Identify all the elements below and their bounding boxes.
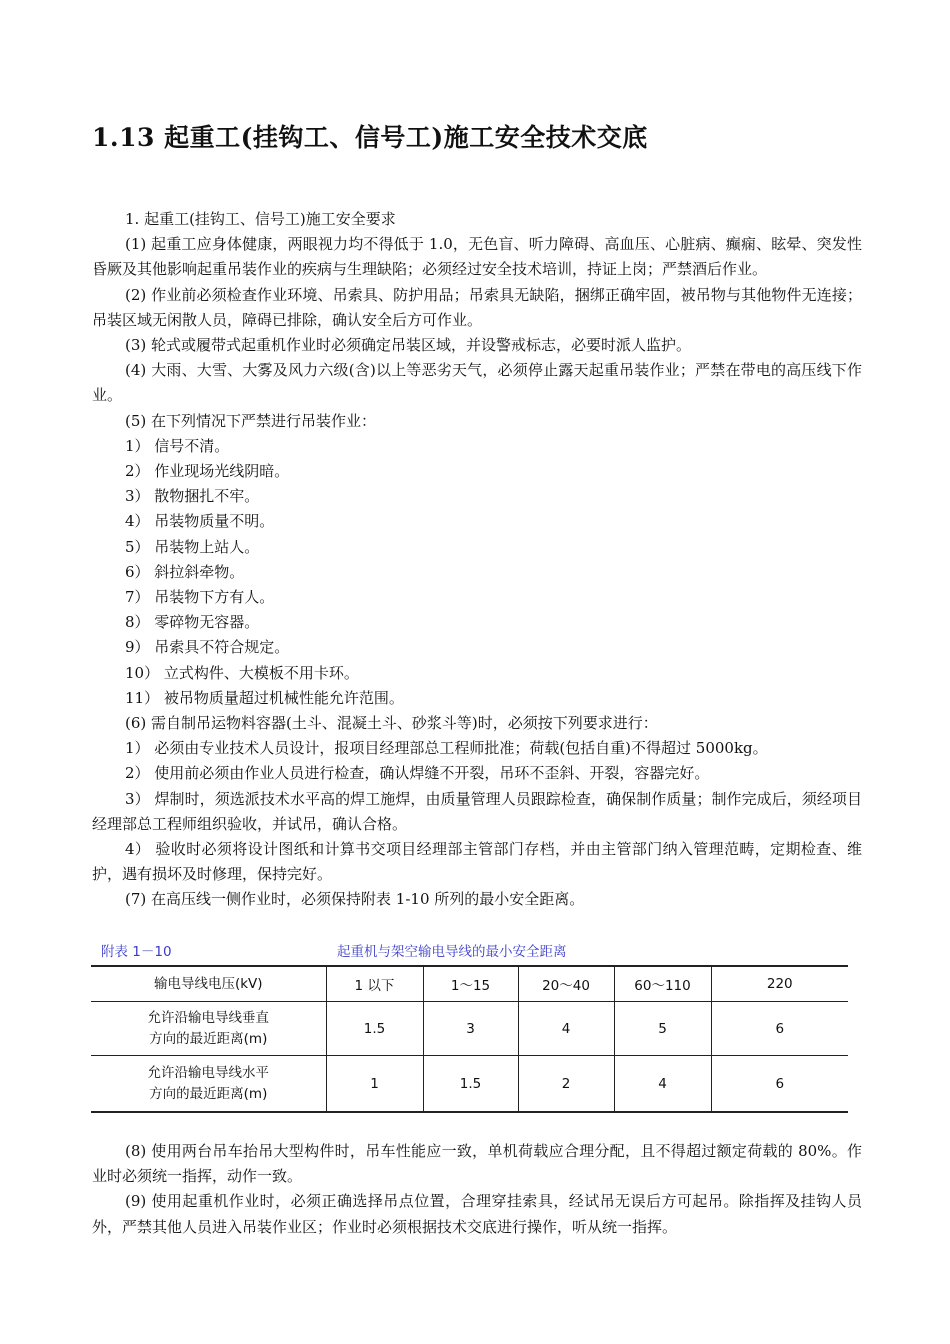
table-cell: 1.5 <box>326 1002 423 1056</box>
table-header-cell: 1～15 <box>423 966 518 1002</box>
table-cell: 1 <box>326 1056 423 1113</box>
list-item: 1） 信号不清。 <box>125 436 230 455</box>
table-header-cell: 20～40 <box>518 966 614 1002</box>
row-label-line: 允许沿输电导线水平 <box>147 1064 269 1081</box>
table-header-cell: 1 以下 <box>326 966 423 1002</box>
table-cell: 4 <box>614 1056 711 1113</box>
table-cell: 6 <box>711 1002 848 1056</box>
page-title: 1.13 起重工(挂钩工、信号工)施工安全技术交底 <box>92 123 648 152</box>
list-item: 9） 吊索具不符合规定。 <box>125 638 290 657</box>
table-title: 起重机与架空输电导线的最小安全距离 <box>337 944 567 960</box>
table-cell: 1.5 <box>423 1056 518 1113</box>
section-heading: 1. 起重工(挂钩工、信号工)施工安全要求 <box>125 210 396 228</box>
row-label <box>91 1002 326 1056</box>
table-cell: 6 <box>711 1056 848 1113</box>
list-item: 7） 吊装物下方有人。 <box>125 588 275 607</box>
list-item: 3） 焊制时，须选派技术水平高的焊工施焊，由质量管理人员跟踪检查，确保制作质量；制作完成后，须经项目经理部总工程师组织验收，并试吊，确认合格。 <box>92 789 862 833</box>
table-header-cell: 输电导线电压(kV) <box>91 966 326 1002</box>
list-item: 3） 散物捆扎不牢。 <box>125 487 260 506</box>
table-header-row <box>91 966 848 1002</box>
table-cell: 3 <box>423 1002 518 1056</box>
table-cell: 2 <box>518 1056 614 1113</box>
list-item: 1） 必须由专业技术人员设计，报项目经理部总工程师批准；荷载(包括自重)不得超过 5000kg。 <box>125 739 768 758</box>
table-caption <box>101 940 861 960</box>
table-row <box>91 1002 848 1056</box>
paragraph-6: (6) 需自制吊运物料容器(土斗、混凝土斗、砂浆斗等)时，必须按下列要求进行： <box>125 714 658 733</box>
safety-distance-table <box>91 965 848 1113</box>
row-label <box>91 1056 326 1113</box>
paragraph-4: (4) 大雨、大雪、大雾及风力六级(含)以上等恶劣天气，必须停止露天起重吊装作业；严禁在带电的高压线下作业。 <box>92 361 862 405</box>
list-item: 5） 吊装物上站人。 <box>125 537 260 556</box>
list-item: 4） 验收时必须将设计图纸和计算书交项目经理部主管部门存档，并由主管部门纳入管理范畴，定期检查、维护，遇有损坏及时修理，保持完好。 <box>92 840 862 884</box>
table-row <box>91 1056 848 1113</box>
list-item: 4） 吊装物质量不明。 <box>125 512 275 531</box>
table-number: 附表 1－10 <box>101 944 172 960</box>
closing-body <box>92 1139 862 1240</box>
paragraph-3: (3) 轮式或履带式起重机作业时必须确定吊装区域，并设警戒标志，必要时派人监护。 <box>125 336 692 355</box>
paragraph-1: (1) 起重工应身体健康，两眼视力均不得低于 1.0，无色盲、听力障碍、高血压、心脏病、癫痫、眩晕、突发性昏厥及其他影响起重吊装作业的疾病与生理缺陷；必须经过安全技术培训，持证上岗；严禁酒后作业。 <box>92 235 862 279</box>
table-cell: 4 <box>518 1002 614 1056</box>
row-label-line: 方向的最近距离(m) <box>149 1030 268 1047</box>
paragraph-7: (7) 在高压线一侧作业时，必须保持附表 1-10 所列的最小安全距离。 <box>125 890 585 909</box>
table-header-cell: 220 <box>711 966 848 1002</box>
row-label-line: 方向的最近距离(m) <box>149 1085 268 1102</box>
paragraph-5: (5) 在下列情况下严禁进行吊装作业： <box>125 411 377 430</box>
table-header-cell: 60～110 <box>614 966 711 1002</box>
list-item: 2） 使用前必须由作业人员进行检查，确认焊缝不开裂，吊环不歪斜、开裂，容器完好。 <box>125 764 710 783</box>
main-body <box>92 207 862 913</box>
paragraph-2: (2) 作业前必须检查作业环境、吊索具、防护用品；吊索具无缺陷，捆绑正确牢固，被吊物与其他物件无连接；吊装区域无闲散人员，障碍已排除，确认安全后方可作业。 <box>92 285 862 329</box>
list-item: 11） 被吊物质量超过机械性能允许范围。 <box>125 688 404 707</box>
list-item: 2） 作业现场光线阴暗。 <box>125 462 290 481</box>
list-item: 8） 零碎物无容器。 <box>125 613 260 632</box>
row-label-line: 允许沿输电导线垂直 <box>147 1009 269 1026</box>
list-item: 6） 斜拉斜牵物。 <box>125 562 245 581</box>
paragraph-8: (8) 使用两台吊车抬吊大型构件时，吊车性能应一致，单机荷载应合理分配，且不得超过额定荷载的 80%。作业时必须统一指挥，动作一致。 <box>92 1142 862 1186</box>
paragraph-9: (9) 使用起重机作业时，必须正确选择吊点位置，合理穿挂索具，经试吊无误后方可起吊。除指挥及挂钩人员外，严禁其他人员进入吊装作业区；作业时必须根据技术交底进行操作，听从统一指挥。 <box>92 1192 862 1236</box>
table-cell: 5 <box>614 1002 711 1056</box>
list-item: 10） 立式构件、大模板不用卡环。 <box>125 663 359 682</box>
